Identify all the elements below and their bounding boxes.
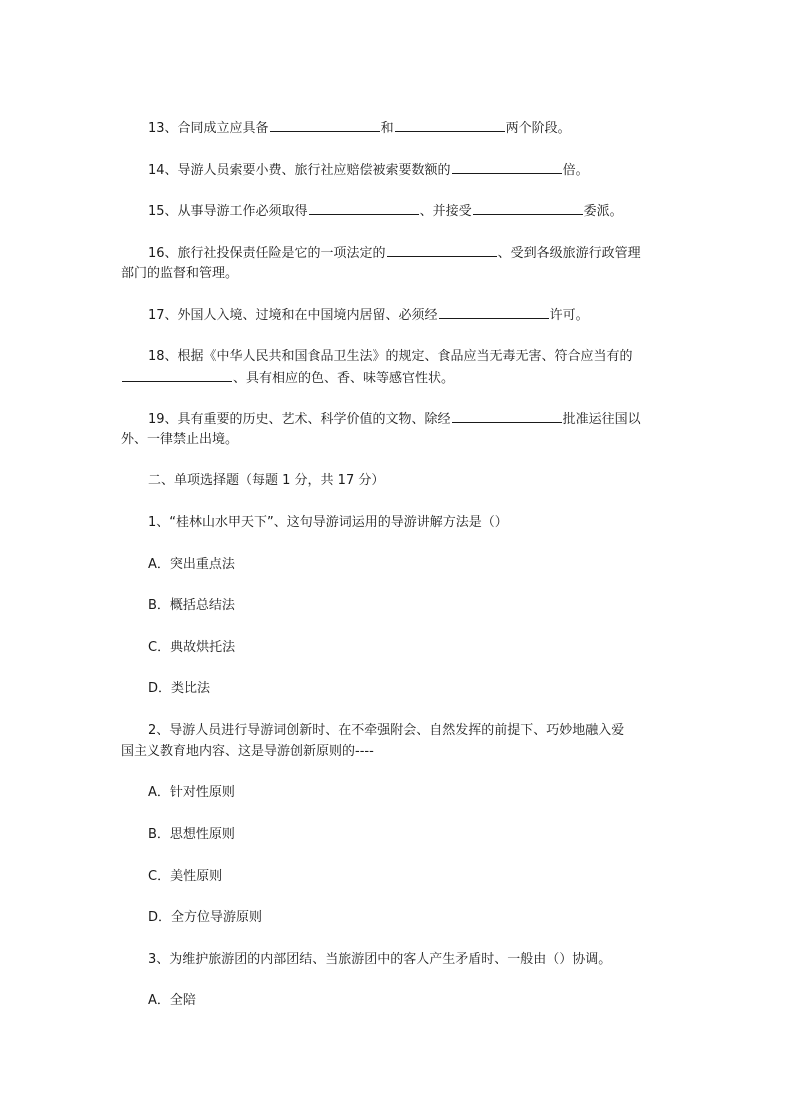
question-number: 18、	[148, 349, 178, 364]
mc-question-2-option-a	[121, 782, 708, 804]
option-text: C．美性原则	[148, 869, 223, 884]
question-18-line-2	[121, 367, 681, 390]
question-text: 部门的监督和管理。	[121, 266, 239, 281]
mc-question-3-stem	[121, 949, 708, 971]
question-text: 国主义教育地内容、这是导游创新原则的----	[121, 744, 374, 759]
answer-blank	[452, 408, 562, 423]
question-text: 委派。	[583, 204, 623, 219]
question-text: 倍。	[562, 163, 589, 178]
question-text: 许可。	[549, 308, 589, 323]
question-text: 从事导游工作必须取得	[177, 204, 308, 219]
mc-question-1-option-d	[121, 678, 708, 700]
option-text: A．突出重点法	[148, 557, 235, 572]
option-text: D．全方位导游原则	[148, 910, 263, 925]
mc-question-2-option-c	[121, 866, 708, 888]
answer-blank	[395, 117, 505, 132]
mc-question-1-option-c	[121, 637, 708, 659]
mc-question-1-stem	[121, 512, 708, 534]
question-16-line-1	[121, 242, 708, 265]
option-text: C．典故烘托法	[148, 640, 236, 655]
question-text: 3、为维护旅游团的内部团结、当旅游团中的客人产生矛盾时、一般由（）协调。	[148, 952, 612, 967]
mc-question-1-option-b	[121, 595, 708, 617]
question-text: 、受到各级旅游行政管理	[497, 246, 641, 261]
option-text: B．概括总结法	[148, 598, 235, 613]
question-13	[121, 117, 708, 140]
option-text: B．思想性原则	[148, 827, 235, 842]
mc-question-2-stem-line-2	[121, 741, 681, 763]
question-16-line-2	[121, 263, 681, 285]
mc-question-2-option-b	[121, 824, 708, 846]
question-text: 导游人员索要小费、旅行社应赔偿被索要数额的	[177, 163, 451, 178]
answer-blank	[270, 117, 380, 132]
question-text: 具有重要的历史、艺术、科学价值的文物、除经	[177, 412, 451, 427]
answer-blank	[309, 200, 419, 215]
question-text: 外、一律禁止出境。	[121, 432, 239, 447]
mc-question-2-stem-line-1	[121, 720, 708, 742]
option-text: D．类比法	[148, 681, 211, 696]
answer-blank	[122, 367, 232, 382]
question-19-line-1	[121, 408, 708, 431]
question-19-line-2	[121, 429, 681, 451]
question-text: 2、导游人员进行导游词创新时、在不牵强附会、自然发挥的前提下、巧妙地融入爱	[148, 723, 625, 738]
question-text: 合同成立应具备	[177, 121, 269, 136]
question-17	[121, 304, 708, 327]
question-number: 13、	[148, 121, 178, 136]
question-text: 外国人入境、过境和在中国境内居留、必须经	[177, 308, 438, 323]
question-number: 15、	[148, 204, 178, 219]
answer-blank	[387, 242, 497, 257]
answer-blank	[439, 304, 549, 319]
section-2-title	[121, 470, 708, 492]
mc-question-3-option-a	[121, 990, 708, 1012]
answer-blank	[473, 200, 583, 215]
question-text: 1、“桂林山水甲天下”、这句导游词运用的导游讲解方法是（）	[148, 515, 508, 530]
question-number: 17、	[148, 308, 178, 323]
mc-question-1-option-a	[121, 554, 708, 576]
question-15	[121, 200, 708, 223]
option-text: A．全陪	[148, 993, 196, 1008]
question-text: 和	[380, 121, 394, 136]
question-14	[121, 159, 708, 182]
question-number: 19、	[148, 412, 178, 427]
question-text: 根据《中华人民共和国食品卫生法》的规定、食品应当无毒无害、符合应当有的	[177, 349, 633, 364]
question-text: 两个阶段。	[505, 121, 571, 136]
question-text: 旅行社投保责任险是它的一项法定的	[177, 246, 386, 261]
mc-question-2-option-d	[121, 907, 708, 929]
section-heading: 二、单项选择题（每题 1 分，共 17 分）	[148, 473, 385, 488]
answer-blank	[452, 159, 562, 174]
question-18-line-1	[121, 346, 708, 368]
question-text: 、并接受	[419, 204, 472, 219]
question-text: 、具有相应的色、香、味等感官性状。	[233, 371, 455, 386]
question-number: 16、	[148, 246, 178, 261]
question-number: 14、	[148, 163, 178, 178]
question-text: 批准运往国以	[562, 412, 641, 427]
option-text: A．针对性原则	[148, 785, 235, 800]
